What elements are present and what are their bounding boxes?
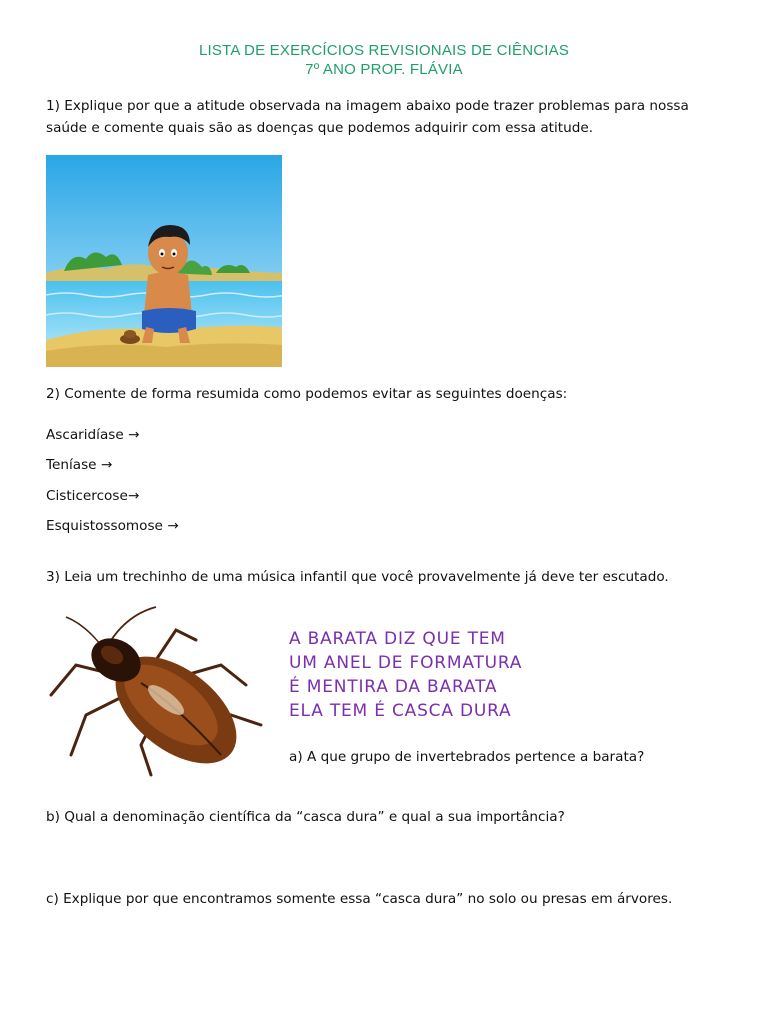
question-1: 1) Explique por que a atitude observada na imagem abaixo pode trazer problemas para nossa saúde e comente quais são as doenças que podemos adquirir com essa atitude. [46, 98, 689, 136]
question-2: 2) Comente de forma resumida como podemos evitar as seguintes doenças: [46, 386, 568, 402]
beach-scene-image [46, 155, 282, 367]
question-3b: b) Qual a denominação científica da “casca dura” e qual a sua importância? [46, 809, 565, 825]
page-title-line-1: LISTA DE EXERCÍCIOS REVISIONAIS DE CIÊNCIAS [198, 42, 570, 59]
disease-item-teniase: Teníase → [46, 457, 113, 473]
song-line-2: UM ANEL DE FORMATURA [289, 653, 523, 673]
song-line-4: ELA TEM É CASCA DURA [289, 701, 512, 721]
beach-illustration [46, 155, 282, 367]
cockroach-illustration [46, 605, 276, 783]
cockroach-image [46, 605, 276, 783]
disease-item-ascaridiase: Ascaridíase → [46, 427, 140, 443]
song-line-1: A BARATA DIZ QUE TEM [289, 629, 506, 649]
disease-item-esquistossomose: Esquistossomose → [46, 518, 179, 534]
question-3: 3) Leia um trechinho de uma música infantil que você provavelmente já deve ter escutado. [46, 569, 669, 585]
question-3a: a) A que grupo de invertebrados pertence a barata? [289, 749, 645, 765]
question-3c: c) Explique por que encontramos somente essa “casca dura” no solo ou presas em árvores. [46, 891, 673, 907]
page-title-line-2: 7º ANO PROF. FLÁVIA [305, 61, 463, 78]
song-line-3: É MENTIRA DA BARATA [289, 677, 498, 697]
disease-item-cisticercose: Cisticercose→ [46, 488, 140, 504]
